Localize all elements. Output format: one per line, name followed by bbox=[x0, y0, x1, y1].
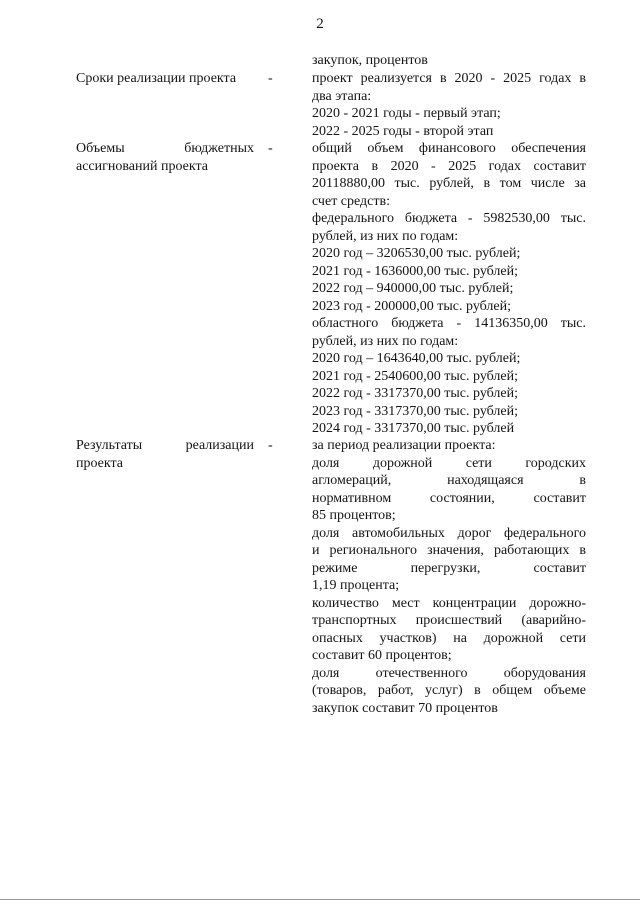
row-value bbox=[312, 437, 586, 717]
value-line: режиме перегрузки, составит bbox=[312, 560, 586, 576]
row-value bbox=[312, 140, 586, 438]
value-line: составит 60 процентов; bbox=[312, 648, 452, 663]
value-line: количество мест концентрации дорожно- bbox=[312, 595, 586, 611]
value-line: опасных участков) на дорожной сети bbox=[312, 630, 586, 646]
value-line: нормативном состоянии, составит bbox=[312, 490, 586, 506]
value-line: 2022 - 2025 годы - второй этап bbox=[312, 123, 494, 139]
row-label-line: ассигнований проекта bbox=[76, 158, 208, 174]
value-line: агломераций, находящаяся в bbox=[312, 473, 586, 488]
value-line: транспортных происшествий (аварийно- bbox=[312, 613, 586, 628]
value-line: 2020 - 2021 годы - первый этап; bbox=[312, 106, 501, 121]
row-value bbox=[312, 70, 586, 140]
value-line: федерального бюджета - 5982530,00 тыс. bbox=[312, 211, 586, 226]
row-dash: - bbox=[268, 71, 273, 86]
value-line: 2023 год - 200000,00 тыс. рублей; bbox=[312, 298, 512, 314]
value-line: доля дорожной сети городских bbox=[312, 455, 586, 471]
value-line: 2022 год – 940000,00 тыс. рублей; bbox=[312, 281, 514, 296]
row-label-line: Сроки реализации проекта bbox=[76, 71, 237, 86]
value-line: (товаров, работ, услуг) в общем объеме bbox=[312, 683, 586, 698]
value-line: доля автомобильных дорог федерального bbox=[312, 525, 586, 541]
value-line: за период реализации проекта: bbox=[312, 438, 496, 453]
value-line: рублей, из них по годам: bbox=[312, 228, 459, 244]
value-line: 2024 год - 3317370,00 тыс. рублей bbox=[312, 421, 515, 436]
value-line: 2021 год - 1636000,00 тыс. рублей; bbox=[312, 263, 519, 279]
value-line: 2023 год - 3317370,00 тыс. рублей; bbox=[312, 403, 519, 419]
page-number: 2 bbox=[316, 16, 324, 32]
value-line: закупок составит 70 процентов bbox=[312, 700, 498, 716]
value-line: два этапа: bbox=[312, 88, 372, 104]
row-dash: - bbox=[268, 438, 273, 453]
value-line: 1,19 процента; bbox=[312, 578, 400, 593]
row-label bbox=[76, 70, 254, 88]
row-label bbox=[76, 140, 254, 175]
value-line: закупок, процентов bbox=[312, 53, 428, 68]
value-line: общий объем финансового обеспечения bbox=[312, 141, 586, 156]
value-line: областного бюджета - 14136350,00 тыс. bbox=[312, 316, 586, 331]
row-label-line: Объемы бюджетных bbox=[76, 141, 254, 156]
value-line: и регионального значения, работающих в bbox=[312, 543, 586, 558]
value-line: 20118880,00 тыс. рублей, в том числе за bbox=[312, 176, 586, 191]
row-label-line: Результаты реализации bbox=[76, 438, 254, 453]
row-dash: - bbox=[268, 141, 273, 156]
value-line: счет средств: bbox=[312, 193, 391, 209]
value-line: 2022 год - 3317370,00 тыс. рублей; bbox=[312, 386, 519, 401]
bottom-rule bbox=[0, 899, 640, 900]
value-line: 85 процентов; bbox=[312, 508, 396, 523]
value-line: доля отечественного оборудования bbox=[312, 665, 586, 681]
value-line: 2020 год – 3206530,00 тыс. рублей; bbox=[312, 246, 521, 261]
value-line: 2021 год - 2540600,00 тыс. рублей; bbox=[312, 368, 519, 384]
value-line: рублей, из них по годам: bbox=[312, 333, 459, 349]
row-label bbox=[76, 437, 254, 472]
value-line: проекта в 2020 - 2025 годах составит bbox=[312, 158, 586, 174]
row-value bbox=[312, 52, 586, 70]
row-label-line: проекта bbox=[76, 455, 123, 471]
value-line: проект реализуется в 2020 - 2025 годах в bbox=[312, 71, 586, 86]
value-line: 2020 год – 1643640,00 тыс. рублей; bbox=[312, 351, 521, 366]
